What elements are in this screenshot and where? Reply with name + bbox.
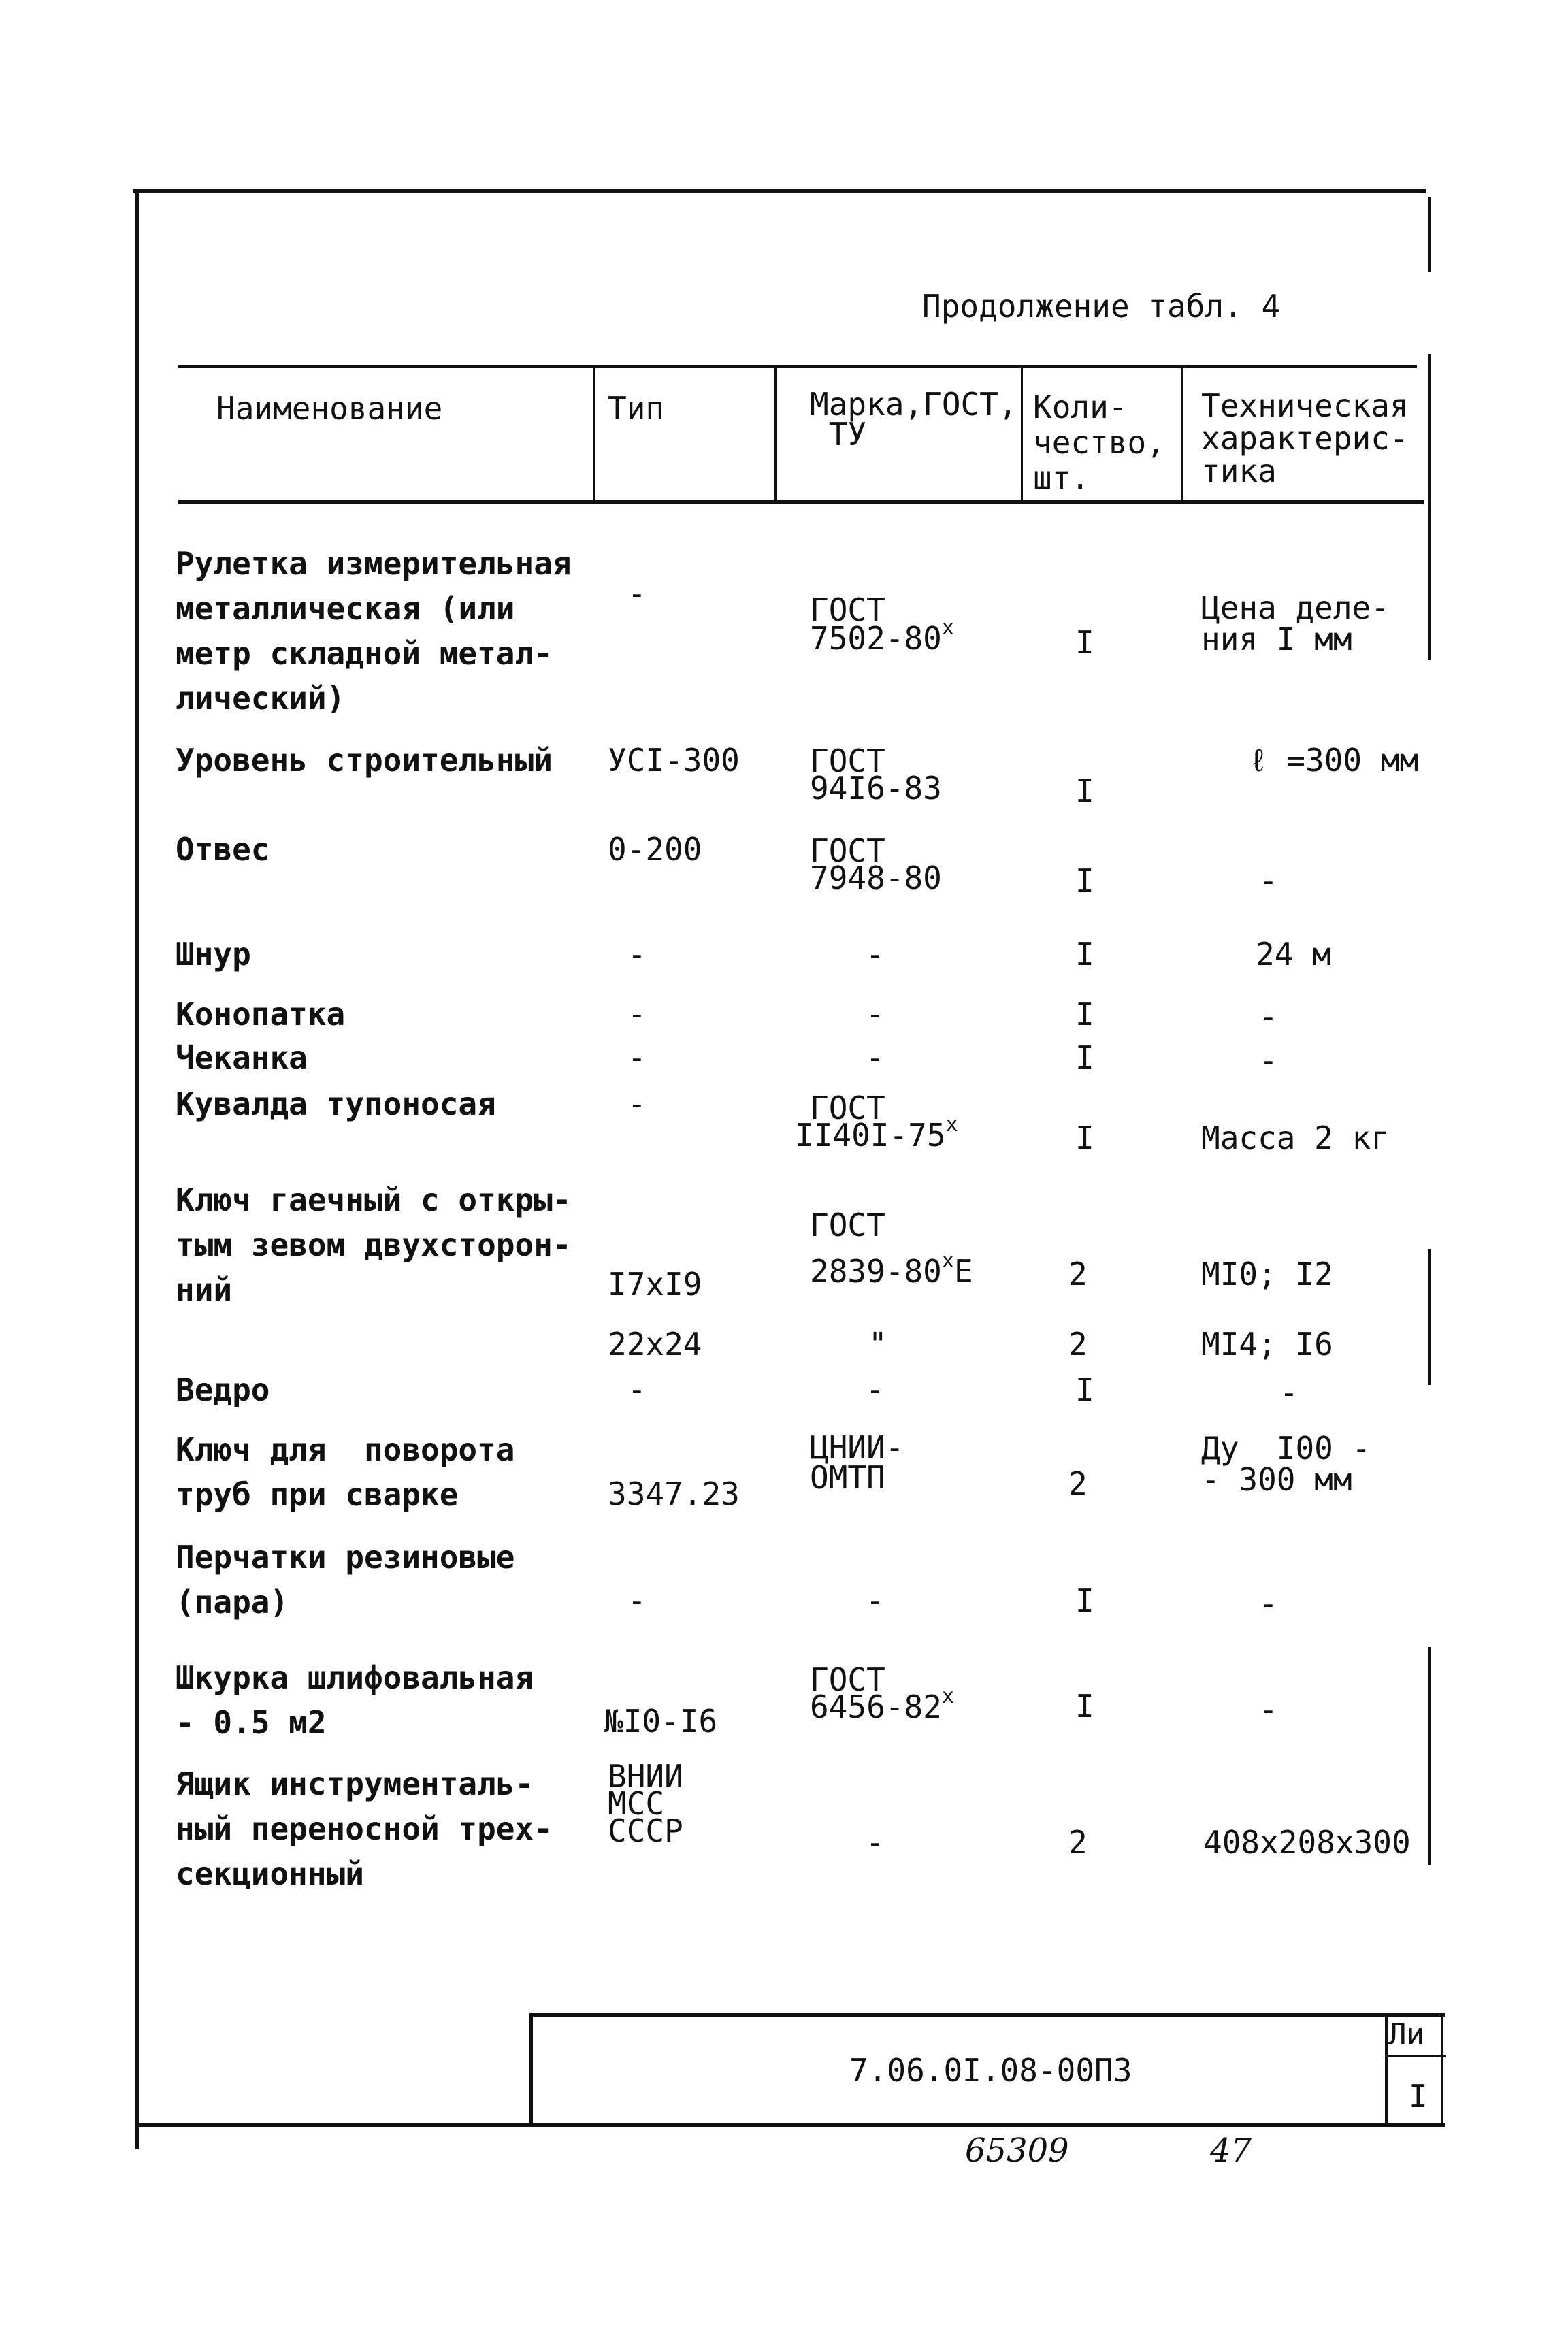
row-4-name: Шнур <box>176 936 251 973</box>
row-3-mark2: 7948-80 <box>810 860 942 896</box>
row-14-type: ВНИИ МСС СССР <box>608 1758 683 1849</box>
header-divider-4 <box>1181 368 1183 502</box>
header-mark: Марка,ГОСТ, ТУ <box>810 386 1017 453</box>
header-bottom-rule <box>178 500 1424 504</box>
row-10-mark: - <box>866 1371 885 1408</box>
row-10-tech: - <box>1279 1374 1298 1411</box>
row-10-type: - <box>627 1371 647 1408</box>
row-6-mark: - <box>866 1039 885 1076</box>
row-7-tech: Масса 2 кг <box>1201 1120 1390 1156</box>
row-1-mark2: $7502-80^х$ <box>810 616 954 657</box>
row-14-qty: 2 <box>1068 1824 1088 1861</box>
row-6-qty: I <box>1075 1039 1094 1076</box>
header-divider-2 <box>774 368 777 502</box>
row-11-mark: ЦНИИ- ОМТП <box>810 1429 904 1496</box>
row-2-mark1: ГОСТ <box>810 743 885 779</box>
row-14-tech: 408х208х300 <box>1203 1824 1411 1861</box>
row-3-tech: - <box>1259 862 1278 899</box>
row-3-qty: I <box>1075 862 1094 899</box>
row-4-mark: - <box>866 936 885 973</box>
row-8-mark2: $2839-80^хЕ$ <box>810 1249 973 1290</box>
row-4-type: - <box>627 936 647 973</box>
row-1-name: Рулетка измерительная металлическая (или метр складной метал- лический) <box>176 545 572 717</box>
page-number: 47 <box>1210 2132 1252 2170</box>
row-5-type: - <box>627 996 647 1032</box>
row-9-mark: " <box>868 1326 887 1363</box>
row-11-name: Ключ для поворота труб при сварке <box>176 1431 515 1513</box>
row-5-tech: - <box>1259 998 1278 1035</box>
row-13-mark1: ГОСТ <box>810 1661 885 1698</box>
row-13-mark2: $6456-82^х$ <box>810 1684 954 1725</box>
row-14-mark: - <box>866 1824 885 1861</box>
row-5-name: Конопатка <box>176 996 346 1032</box>
row-13-tech: - <box>1259 1691 1278 1728</box>
row-3-name: Отвес <box>176 831 270 868</box>
row-9-type: 22х24 <box>608 1326 702 1363</box>
header-divider-1 <box>593 368 595 502</box>
row-6-name: Чеканка <box>176 1039 308 1076</box>
row-2-tech: ℓ =300 мм <box>1249 742 1419 779</box>
header-top-rule <box>178 365 1417 368</box>
sheet-label: Ли <box>1388 2017 1424 2052</box>
sheet-number: I <box>1409 2078 1428 2115</box>
row-8-qty: 2 <box>1068 1256 1088 1292</box>
header-type: Тип <box>608 390 665 427</box>
header-name: Наименование <box>216 390 443 427</box>
row-11-tech: Ду I00 - - 300 мм <box>1201 1430 1371 1498</box>
row-7-mark1: ГОСТ <box>810 1090 885 1126</box>
document-code: 7.06.0I.08-00ПЗ <box>849 2052 1132 2089</box>
row-4-qty: I <box>1075 936 1094 973</box>
row-5-mark: - <box>866 996 885 1032</box>
row-2-name: Уровень строительный <box>176 742 553 779</box>
row-8-mark1: ГОСТ <box>810 1207 885 1243</box>
row-7-qty: I <box>1075 1120 1094 1156</box>
row-12-name: Перчатки резиновые (пара) <box>176 1539 515 1620</box>
row-8-tech: МI0; I2 <box>1201 1256 1333 1292</box>
header-qty: Коли- чество, шт. <box>1033 389 1165 496</box>
row-10-qty: I <box>1075 1371 1094 1408</box>
row-13-name: Шкурка шлифовальная - 0.5 м2 <box>176 1659 534 1741</box>
row-12-mark: - <box>866 1582 885 1619</box>
table-caption: Продолжение табл. 4 <box>922 288 1281 325</box>
frame-right-mid2 <box>1428 1249 1431 1385</box>
row-3-mark1: ГОСТ <box>810 832 885 869</box>
row-10-name: Ведро <box>176 1371 270 1408</box>
row-12-type: - <box>627 1582 647 1619</box>
row-14-name: Ящик инструменталь- ный переносной трех- секционный <box>176 1765 553 1892</box>
row-6-tech: - <box>1259 1042 1278 1079</box>
row-7-type: - <box>627 1086 647 1122</box>
inventory-number: 65309 <box>965 2132 1069 2170</box>
row-13-type: №I0-I6 <box>604 1703 718 1740</box>
frame-left <box>135 189 139 2149</box>
row-1-qty: I <box>1075 624 1094 661</box>
frame-right-top <box>1428 197 1431 272</box>
row-1-tech: Цена деле- ния I мм <box>1201 589 1390 657</box>
row-5-qty: I <box>1075 996 1094 1032</box>
row-1-type: - <box>627 575 647 612</box>
row-12-qty: I <box>1075 1582 1094 1619</box>
frame-bottom <box>135 2123 1445 2127</box>
row-13-qty: I <box>1075 1688 1094 1725</box>
row-8-name: Ключ гаечный с откры- тым зевом двухсторон- ний <box>176 1181 572 1308</box>
stamp-right-rule <box>1385 2013 1388 2125</box>
frame-right-low <box>1428 1647 1431 1865</box>
header-divider-3 <box>1021 368 1023 502</box>
row-2-qty: I <box>1075 772 1094 809</box>
row-2-mark2: 94I6-83 <box>810 770 942 806</box>
row-12-tech: - <box>1259 1585 1278 1622</box>
row-7-mark2: $II40I-75^х$ <box>795 1113 958 1154</box>
row-7-name: Кувалда тупоносая <box>176 1086 496 1122</box>
frame-top <box>133 189 1426 193</box>
row-3-type: 0-200 <box>608 831 702 868</box>
row-9-tech: МI4; I6 <box>1201 1326 1333 1363</box>
frame-right-mid <box>1428 354 1431 660</box>
row-9-qty: 2 <box>1068 1326 1088 1363</box>
stamp-outer-right <box>1441 2013 1443 2125</box>
row-8-type: I7хI9 <box>608 1266 702 1303</box>
row-4-tech: 24 м <box>1256 936 1331 973</box>
row-1-mark1: ГОСТ <box>810 591 885 628</box>
row-11-type: 3347.23 <box>608 1476 740 1512</box>
row-6-type: - <box>627 1039 647 1076</box>
row-2-type: УСI-300 <box>608 742 740 779</box>
row-11-qty: 2 <box>1068 1465 1088 1502</box>
header-tech: Техническая характерис- тика <box>1201 387 1409 489</box>
stamp-top-rule <box>529 2013 1445 2017</box>
stamp-left-rule <box>529 2013 533 2125</box>
